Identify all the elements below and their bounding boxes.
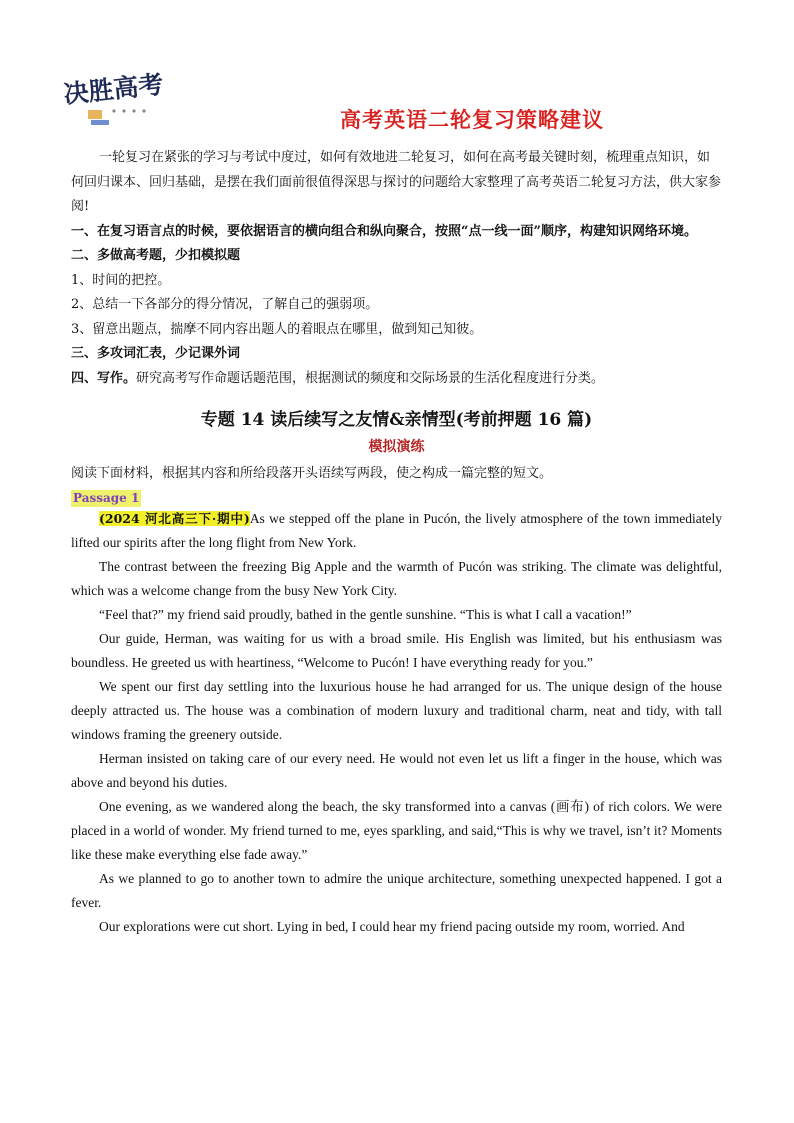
passage-label: Passage 1 [73,490,140,505]
passage-paragraph-3: “Feel that?” my friend said proudly, bathed in the gentle sunshine. “This is what I call a vacation!” [99,606,632,622]
document-body [71,146,722,939]
passage-paragraph-1 [71,507,722,555]
passage-paragraph-9: Our explorations were cut short. Lying in bed, I could hear my friend pacing outside my room, worried. And [99,918,685,934]
passage-paragraph-7: One evening, as we wandered along the beach, the sky transformed into a canvas (画布) of rich colors. We were placed in a world of wonder. My friend turned to me, eyes sparkling, and said,“This is why we travel, isn’t it? Moments like these make everything else fade away.” [71,798,722,862]
point-4-lead: 四、写作。 [71,370,137,386]
passage-paragraph-2: The contrast between the freezing Big Apple and the warmth of Pucón was striking. The climate was delightful, which was a welcome change from the busy New York City. [71,558,722,598]
point-1: 一、在复习语言点的时候，要依据语言的横向组合和纵向聚合，按照“点一线一面”顺序，构建知识网络环境。 [71,223,697,239]
point-2-item-2: 2、总结一下各部分的得分情况，了解自己的强弱项。 [71,297,379,312]
point-2: 二、多做高考题，少扣模拟题 [71,248,241,263]
paragraph-text: As we stepped off the plane in Pucón, the lively atmosphere of the town immediately lifted our spirits after the long flight from New York. [71,510,722,550]
passage-paragraph-5: We spent our first day settling into the luxurious house he had arranged for us. The unique design of the house deeply attracted us. The house was a combination of modern luxury and traditional charm, neat and tidy, with tall windows framing the greenery outside. [71,678,722,742]
point-3: 三、多攻词汇表，少记课外词 [71,346,241,361]
point-2-item-3: 3、留意出题点，揣摩不同内容出题人的着眼点在哪里，做到知己知彼。 [71,321,483,337]
point-2-item-1: 1、时间的把控。 [71,272,171,288]
passage-paragraph-6: Herman insisted on taking care of our every need. He would not even let us lift a finger in the house, which was above and beyond his duties. [71,750,722,790]
passage-paragraph-8: As we planned to go to another town to admire the unique architecture, something unexpected happened. I got a fever. [71,870,722,910]
intro-paragraph: 一轮复习在紧张的学习与考试中度过，如何有效地进二轮复习，如何在高考最关键时刻，梳理重点知识，如何回归课本、回归基础，是摆在我们面前很值得深思与探讨的问题给大家整理了高考英语二轮复习方法，供大家参阅! [71,150,722,214]
point-4 [71,367,722,392]
point-4-text: 研究高考写作命题话题范围，根据测试的频度和交际场景的生活化程度进行分类。 [136,370,605,386]
page-title: 高考英语二轮复习策略建议 [340,108,604,132]
source-tag: (2024 河北高三下·期中) [99,510,250,526]
instruction: 阅读下面材料，根据其内容和所给段落开头语续写两段，使之构成一篇完整的短文。 [71,466,553,481]
section-subtitle: 模拟演练 [368,439,425,455]
passage-paragraph-4: Our guide, Herman, was waiting for us with a broad smile. His English was limited, but his enthusiasm was boundless. He greeted us with heartiness, “Welcome to Pucón! I have everything ready for you.” [71,630,722,670]
logo-text: 决胜高考 [62,69,165,109]
topic-title: 专题 14 读后续写之友情&亲情型(考前押题 16 篇) [200,410,593,430]
